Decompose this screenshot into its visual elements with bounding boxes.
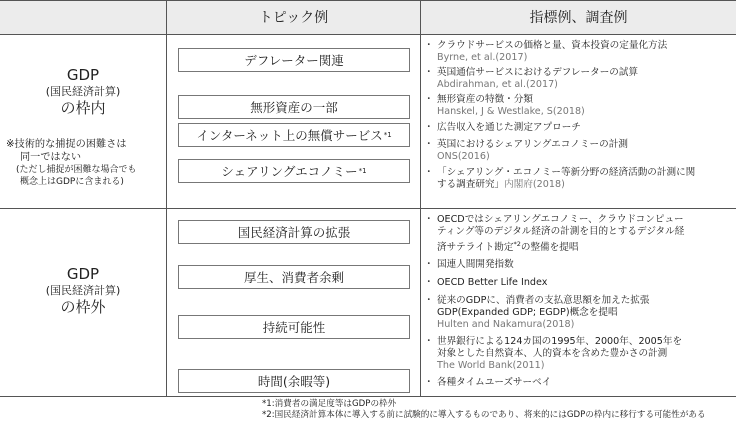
topic-label: 無形資産の一部 xyxy=(250,100,338,115)
list-item: ・ 広告収入を通じた測定アプローチ xyxy=(424,122,734,134)
topic-label: 持続可能性 xyxy=(262,320,326,335)
list-item: ・ 無形資産の特徴・分類 Hanskel, J & Westlake, S(2018) xyxy=(424,94,734,118)
section1-indicator-list xyxy=(424,40,734,191)
topic-box xyxy=(178,265,410,289)
section1-scope: の枠内 xyxy=(60,99,106,117)
list-item: ・ 英国通信サービスにおけるデフレーターの試算 Abdirahman, et al.(2017) xyxy=(424,67,734,91)
topic-label: インターネット上の無償サービス xyxy=(196,128,383,143)
section1-gdp-sub: (国民経済計算) xyxy=(45,85,121,98)
topic-box xyxy=(178,95,410,119)
note2a: (ただし捕捉が困難な場合でも xyxy=(16,165,137,175)
list-item: ・ OECD Better Life Index xyxy=(424,277,734,289)
table-bottom-border xyxy=(0,396,736,397)
list-item: ・ 「シェアリング・エコノミー等新分野の経済活動の計測に関 する調査研究」内閣府(2018) xyxy=(424,167,734,191)
topic-label: デフレーター関連 xyxy=(244,53,344,68)
list-item: ・ 世界銀行による124カ国の1995年、2000年、2005年を 対象とした自然資本、人的資本を含めた豊かさの計測 The World Bank(2011) xyxy=(424,336,734,372)
footnote-mark: *1 xyxy=(358,167,367,175)
header-left-blank xyxy=(0,0,166,34)
note2b: 概念上はGDPに含まれる) xyxy=(20,177,124,187)
section2-indicator-list xyxy=(424,214,734,389)
topic-box xyxy=(178,220,410,244)
list-item: ・ 各種タイムユーズサーベイ xyxy=(424,377,734,389)
topic-box xyxy=(178,48,410,72)
column-divider-1 xyxy=(166,0,167,397)
footnote-1: *1:消費者の満足度等はGDPの枠外 xyxy=(262,399,397,409)
topic-label: シェアリングエコノミー xyxy=(221,164,358,179)
section1-notes xyxy=(6,138,166,188)
list-item: ・ 従来のGDPに、消費者の支払意思額を加えた拡張 GDP(Expanded GDP; EGDP)概念を提唱 Hulten and Nakamura(2018) xyxy=(424,295,734,331)
section2-scope: の枠外 xyxy=(60,298,106,316)
list-item: ・ OECDではシェアリングエコノミー、クラウドコンピュー ティング等のデジタル経済の計測を目的とするデジタル経 済サテライト勘定$^{*2}$の整備を提唱 xyxy=(424,214,734,254)
topic-box xyxy=(178,315,410,339)
topic-label: 厚生、消費者余剰 xyxy=(243,270,344,285)
header-bottom-border xyxy=(0,34,736,35)
topic-box xyxy=(178,159,410,183)
note1a: ※技術的な捕捉の困難さは xyxy=(6,139,127,150)
table-top-border xyxy=(0,0,736,1)
list-item: ・ 国連人間開発指数 xyxy=(424,259,734,271)
section-divider xyxy=(0,208,736,209)
footnote-mark: *1 xyxy=(383,131,392,139)
section1-gdp: GDP xyxy=(66,66,100,84)
column-divider-2 xyxy=(420,0,421,397)
list-item: ・ クラウドサービスの価格と量、資本投資の定量化方法 Byrne, et al.(2017) xyxy=(424,40,734,64)
topic-label: 時間(余暇等) xyxy=(257,374,331,389)
section1-label xyxy=(0,66,166,118)
note1b: 同一ではない xyxy=(20,152,82,163)
header-topic: トピック例 xyxy=(167,0,420,34)
section2-gdp: GDP xyxy=(66,265,100,283)
section2-label xyxy=(0,265,166,317)
header-indicator: 指標例、調査例 xyxy=(421,0,736,34)
section2-gdp-sub: (国民経済計算) xyxy=(45,284,121,297)
list-item: ・ 英国におけるシェアリングエコノミーの計測 ONS(2016) xyxy=(424,139,734,163)
topic-label: 国民経済計算の拡張 xyxy=(237,225,351,240)
topic-box xyxy=(178,123,410,147)
footnote-2: *2:国民経済計算本体に導入する前に試験的に導入するものであり、将来的にはGDPの枠内に移行する可能性がある xyxy=(262,410,706,420)
topic-box xyxy=(178,369,410,393)
